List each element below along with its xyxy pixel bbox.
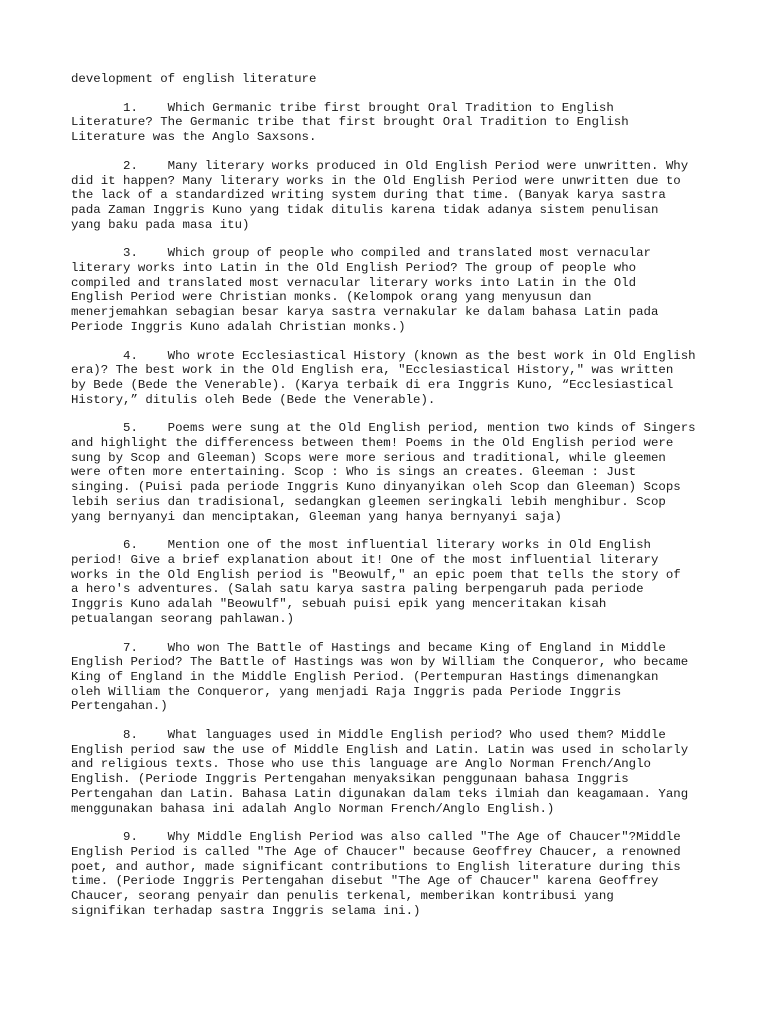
question-paragraph-5: 5. Poems were sung at the Old English period, mention two kinds of Singers and highlight the differencess between them! Poems in the Old English period were sung by Scop and Gleeman) Scops were more serious and traditional, while gleemen were often more entertaining. Scop : Who is sings an creates. Gleeman : Just singing. (Puisi pada periode Inggris Kuno dinyanyikan oleh Scop dan Gleeman) Scops lebih serius dan tradisional, sedangkan gleemen seringkali lebih menghibur. Scop yang bernyanyi dan menciptakan, Gleeman yang hanya bernyanyi saja) — [71, 421, 696, 524]
document-title: development of english literature — [71, 72, 317, 86]
question-paragraph-6: 6. Mention one of the most influential literary works in Old English period! Give a brief explanation about it! One of the most influential literary works in the Old English period is "Beowulf," an epic poem that tells the story of a hero's adventures. (Salah satu karya sastra paling berpengaruh pada periode Inggris Kuno adalah "Beowulf", sebuah puisi epik yang menceritakan kisah petualangan seorang pahlawan.) — [71, 538, 681, 626]
question-paragraph-9: 9. Why Middle English Period was also called "The Age of Chaucer"?Middle English Period is called "The Age of Chaucer" because Geoffrey Chaucer, a renowned poet, and author, made significant contributions to English literature during this time. (Periode Inggris Pertengahan disebut "The Age of Chaucer" karena Geoffrey Chaucer, seorang penyair dan penulis terkenal, memberikan kontribusi yang signifikan terhadap sastra Inggris selama ini.) — [71, 830, 681, 918]
question-paragraph-4: 4. Who wrote Ecclesiastical History (known as the best work in Old English era)? The best work in the Old English era, "Ecclesiastical History," was written by Bede (Bede the Venerable). (Karya terbaik di era Inggris Kuno, “Ecclesiastical History,” ditulis oleh Bede (Bede the Venerable). — [71, 348, 696, 407]
question-paragraph-2: 2. Many literary works produced in Old English Period were unwritten. Why did it happen? Many literary works in the Old English Period were unwritten due to the lack of a standardized writing system during that time. (Banyak karya sastra pada Zaman Inggris Kuno yang tidak ditulis karena tidak adanya sistem penulisan yang baku pada masa itu) — [71, 158, 689, 232]
question-paragraph-8: 8. What languages used in Middle English period? Who used them? Middle English period saw the use of Middle English and Latin. Latin was used in scholarly and religious texts. Those who use this language are Anglo Norman French/Anglo English. (Periode Inggris Pertengahan menyaksikan penggunaan bahasa Inggris Pertengahan dan Latin. Bahasa Latin digunakan dalam teks ilmiah dan keagamaan. Yang menggunakan bahasa ini adalah Anglo Norman French/Anglo English.) — [71, 728, 689, 816]
question-paragraph-1: 1. Which Germanic tribe first brought Oral Tradition to English Literature? The Germanic tribe that first brought Oral Tradition to English Literature was the Anglo Saxsons. — [71, 100, 629, 145]
question-paragraph-7: 7. Who won The Battle of Hastings and became King of England in Middle English Period? The Battle of Hastings was won by William the Conqueror, who became King of England in the Middle English Period. (Pertempuran Hastings dimenangkan oleh William the Conqueror, yang menjadi Raja Inggris pada Periode Inggris Pertengahan.) — [71, 640, 689, 714]
question-paragraph-3: 3. Which group of people who compiled and translated most vernacular literary works into Latin in the Old English Period? The group of people who compiled and translated most vernacular literary works into Latin in the Old English Period were Christian monks. (Kelompok orang yang menyusun dan menerjemahkan sebagian besar karya sastra vernakular ke dalam bahasa Latin pada Periode Inggris Kuno adalah Christian monks.) — [71, 246, 659, 334]
